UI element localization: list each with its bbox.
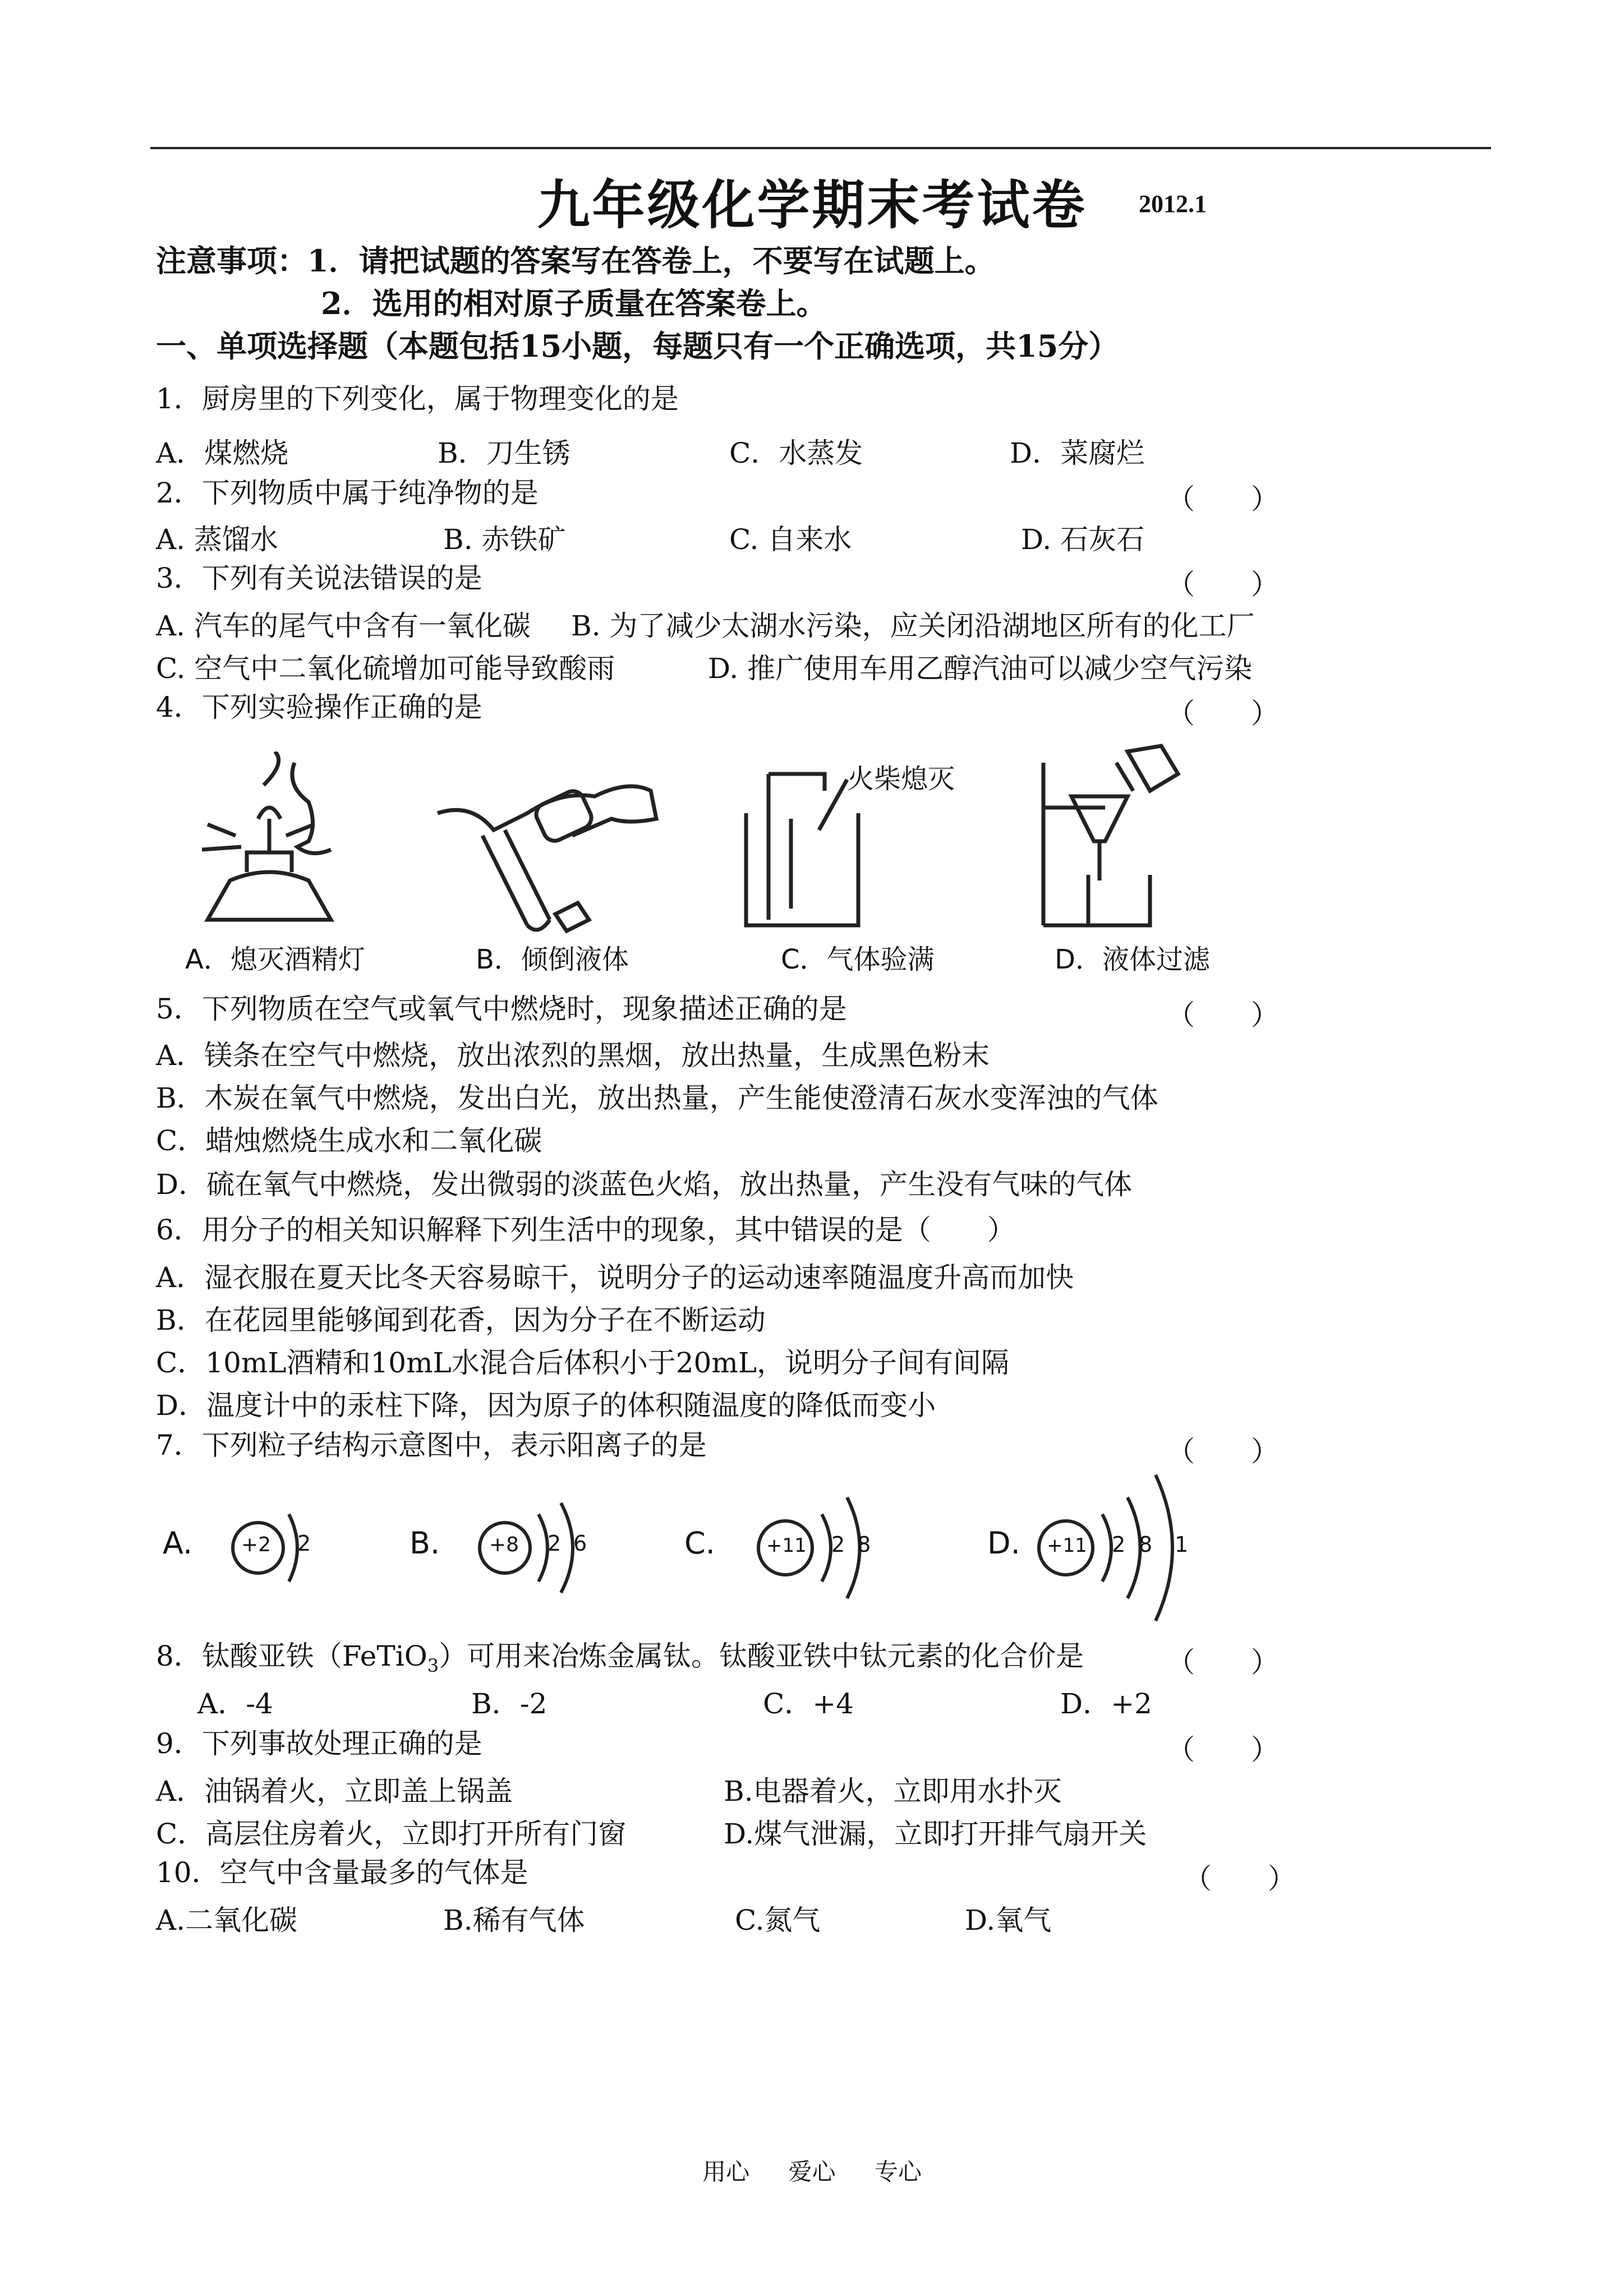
q6-option-c: C．10mL酒精和10mL水混合后体积小于20mL，说明分子间有间隔 — [156, 1347, 1009, 1379]
q10-answer-paren: （ ） — [1184, 1862, 1296, 1895]
q2-option-a: A. 蒸馏水 — [156, 523, 278, 556]
atom-a-shell-1: 2 — [297, 1531, 311, 1556]
q5-option-b: B．木炭在氧气中燃烧，发出白光，放出热量，产生能使澄清石灰水变浑浊的气体 — [156, 1082, 1158, 1114]
q10-option-a: A.二氧化碳 — [156, 1904, 298, 1937]
q8-stem-post: ）可用来冶炼金属钛。钛酸亚铁中钛元素的化合价是 — [439, 1640, 1084, 1672]
q4-caption-b: B．倾倒液体 — [476, 944, 629, 975]
atom-d-shell-2: 8 — [1139, 1532, 1153, 1557]
q5-option-d: D．硫在氧气中燃烧，发出微弱的淡蓝色火焰，放出热量，产生没有气味的气体 — [156, 1168, 1133, 1201]
atom-b-shell-1: 2 — [548, 1531, 562, 1556]
q10-option-d: D.氧气 — [965, 1904, 1052, 1937]
question-7-stem: 7．下列粒子结构示意图中，表示阳离子的是 — [156, 1429, 707, 1461]
q8-option-d: D．+2 — [1060, 1688, 1152, 1720]
q8-option-b: B．-2 — [471, 1688, 548, 1720]
question-9-stem: 9．下列事故处理正确的是 — [156, 1727, 482, 1760]
atom-diagram-d — [987, 1464, 1245, 1626]
q4-answer-paren: （ ） — [1167, 697, 1279, 730]
footer-word-3: 专心 — [874, 2158, 922, 2186]
notes-line-2: 2．选用的相对原子质量在答案卷上。 — [321, 285, 827, 321]
q1-option-b: B．刀生锈 — [438, 437, 571, 469]
atom-d-label: D. — [987, 1525, 1020, 1561]
q6-option-b: B．在花园里能够闻到花香，因为分子在不断运动 — [156, 1304, 766, 1336]
q9-option-a: A．油锅着火，立即盖上锅盖 — [156, 1775, 513, 1808]
q10-option-c: C.氮气 — [735, 1904, 821, 1937]
question-8-stem — [156, 1638, 1084, 1684]
footer-word-1: 用心 — [702, 2158, 750, 2186]
question-3-stem: 3．下列有关说法错误的是 — [156, 562, 482, 594]
filtration-figure — [1032, 740, 1200, 931]
atom-c-nucleus: +11 — [766, 1534, 807, 1557]
question-10-stem: 10．空气中含量最多的气体是 — [156, 1856, 528, 1889]
atom-b-nucleus: +8 — [489, 1533, 519, 1556]
q8-option-a: A．-4 — [197, 1688, 273, 1720]
q1-option-d: D．菜腐烂 — [1010, 437, 1145, 469]
q2-option-b: B. 赤铁矿 — [443, 523, 566, 556]
question-2-stem: 2．下列物质中属于纯净物的是 — [156, 477, 539, 509]
q8-answer-paren: （ ） — [1167, 1646, 1279, 1679]
title-text: 九年级化学期末考试卷 — [537, 174, 1087, 236]
q3-option-b: B. 为了减少太湖水污染，应关闭沿湖地区所有的化工厂 — [571, 610, 1255, 642]
atom-diagram-a — [163, 1503, 331, 1593]
question-5-stem: 5．下列物质在空气或氧气中燃烧时，现象描述正确的是 — [156, 993, 847, 1025]
page-footer — [0, 2154, 1624, 2187]
q8-option-c: C．+4 — [763, 1688, 854, 1720]
atom-diagram-b — [410, 1492, 611, 1604]
q4-caption-d: D．液体过滤 — [1055, 944, 1210, 975]
match-out-label: 火柴熄灭 — [847, 763, 955, 795]
q9-answer-paren: （ ） — [1167, 1733, 1279, 1766]
atom-c-shell-2: 8 — [857, 1532, 871, 1557]
atom-c-shell-1: 2 — [831, 1532, 845, 1557]
q6-option-a: A．湿衣服在夏天比冬天容易晾干，说明分子的运动速率随温度升高而加快 — [156, 1261, 1074, 1294]
q8-stem-pre: 8．钛酸亚铁（FeTiO — [156, 1640, 427, 1672]
q3-answer-paren: （ ） — [1167, 568, 1279, 601]
atom-diagram-c — [684, 1481, 909, 1610]
q10-option-b: B.稀有气体 — [443, 1904, 585, 1937]
alcohol-lamp-figure — [174, 751, 365, 931]
q3-option-d: D. 推广使用车用乙醇汽油可以减少空气污染 — [708, 652, 1253, 685]
q5-option-c: C．蜡烛燃烧生成水和二氧化碳 — [156, 1124, 542, 1157]
q5-answer-paren: （ ） — [1167, 999, 1279, 1031]
q2-answer-paren: （ ） — [1167, 483, 1279, 515]
q2-option-d: D. 石灰石 — [1021, 523, 1145, 556]
atom-b-label: B. — [410, 1525, 440, 1561]
atom-d-nucleus: +11 — [1047, 1534, 1087, 1557]
q6-option-d: D．温度计中的汞柱下降，因为原子的体积随温度的降低而变小 — [156, 1389, 936, 1422]
header-rule — [150, 147, 1491, 149]
atom-d-shell-3: 1 — [1175, 1532, 1189, 1557]
q9-option-c: C．高层住房着火，立即打开所有门窗 — [156, 1818, 627, 1850]
notes-line-1: 注意事项：1．请把试题的答案写在答卷上，不要写在试题上。 — [156, 243, 995, 279]
q3-option-c: C. 空气中二氧化硫增加可能导致酸雨 — [156, 652, 615, 685]
atom-a-nucleus: +2 — [241, 1533, 272, 1556]
exam-date: 2012.1 — [1139, 190, 1207, 218]
atom-c-label: C. — [684, 1525, 715, 1561]
question-4-stem: 4．下列实验操作正确的是 — [156, 691, 482, 723]
footer-word-2: 爱心 — [788, 2158, 836, 2186]
q7-answer-paren: （ ） — [1167, 1435, 1279, 1468]
exam-title — [0, 163, 1624, 238]
question-6-stem: 6．用分子的相关知识解释下列生活中的现象，其中错误的是（ ） — [156, 1214, 1015, 1246]
q9-option-d: D.煤气泄漏，立即打开排气扇开关 — [724, 1818, 1147, 1850]
atom-b-shell-2: 6 — [573, 1531, 587, 1556]
q3-option-a: A. 汽车的尾气中含有一氧化碳 — [156, 610, 531, 642]
pouring-liquid-figure — [426, 757, 662, 937]
atom-a-label: A. — [163, 1525, 193, 1561]
q9-option-b: B.电器着火，立即用水扑灭 — [724, 1775, 1062, 1808]
q2-option-c: C. 自来水 — [729, 523, 852, 556]
q4-caption-c: C．气体验满 — [781, 944, 935, 975]
atom-d-shell-1: 2 — [1112, 1532, 1126, 1557]
q5-option-a: A．镁条在空气中燃烧，放出浓烈的黑烟，放出热量，生成黑色粉末 — [156, 1039, 990, 1072]
q4-caption-a: A．熄灭酒精灯 — [185, 944, 365, 975]
section-heading: 一、单项选择题（本题包括15小题，每题只有一个正确选项，共15分） — [156, 328, 1119, 364]
q1-option-c: C．水蒸发 — [729, 437, 863, 469]
q8-stem-sub: 3 — [427, 1655, 439, 1676]
q1-option-a: A．煤燃烧 — [156, 437, 289, 469]
question-1-stem: 1．厨房里的下列变化，属于物理变化的是 — [156, 382, 679, 415]
